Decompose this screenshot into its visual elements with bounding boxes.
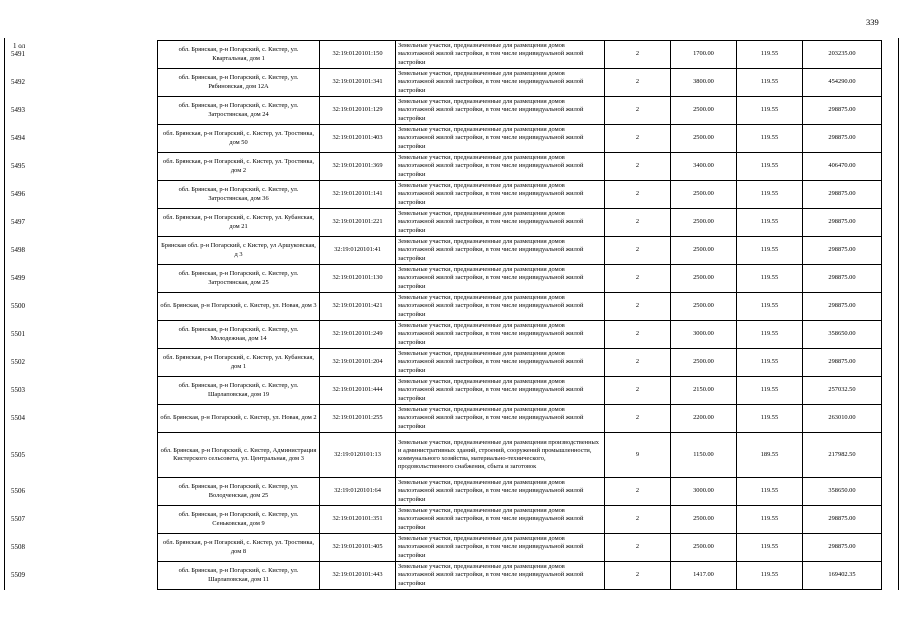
land-use-cell: Земельные участки, предназначенные для размещения домов малоэтажной жилой застройки, в том числе индивидуальной жилой застройки (396, 321, 605, 349)
area-cell: 2500.00 (671, 349, 737, 377)
use-group-cell: 2 (605, 41, 671, 69)
table-row (158, 237, 882, 265)
address-cell: обл. Брянская, р-н Погарский, с. Кистер, ул. Рябиновская, дом 12А (158, 69, 320, 97)
row-number: 5509 (11, 571, 25, 579)
row-number: 5505 (11, 450, 25, 459)
row-number: 5500 (11, 302, 25, 310)
area-cell: 3400.00 (671, 153, 737, 181)
use-group-cell: 2 (605, 377, 671, 405)
cadastral-value-cell: 298875.00 (803, 237, 882, 265)
unit-price-cell: 119.55 (737, 562, 803, 590)
area-cell: 2500.00 (671, 293, 737, 321)
area-cell: 2500.00 (671, 125, 737, 153)
land-use-cell: Земельные участки, предназначенные для размещения домов малоэтажной жилой застройки, в том числе индивидуальной жилой застройки (396, 293, 605, 321)
cadastral-value-cell: 298875.00 (803, 349, 882, 377)
table-row (158, 125, 882, 153)
land-use-cell: Земельные участки, предназначенные для размещения домов малоэтажной жилой застройки, в том числе индивидуальной жилой застройки (396, 209, 605, 237)
cadastral-value-cell: 298875.00 (803, 97, 882, 125)
use-group-cell: 2 (605, 321, 671, 349)
page-number: 339 (866, 17, 879, 27)
land-use-cell: Земельные участки, предназначенные для размещения домов малоэтажной жилой застройки, в том числе индивидуальной жилой застройки (396, 97, 605, 125)
margin-mark: 1 ол (13, 42, 26, 50)
table-row (158, 69, 882, 97)
unit-price-cell: 119.55 (737, 293, 803, 321)
land-use-cell: Земельные участки, предназначенные для размещения домов малоэтажной жилой застройки, в том числе индивидуальной жилой застройки (396, 181, 605, 209)
unit-price-cell: 119.55 (737, 265, 803, 293)
table-row (158, 209, 882, 237)
unit-price-cell: 119.55 (737, 321, 803, 349)
row-number: 5499 (11, 274, 25, 282)
cadastral-value-cell: 263010.00 (803, 405, 882, 433)
cadastral-value-cell: 298875.00 (803, 181, 882, 209)
land-use-cell: Земельные участки, предназначенные для размещения домов малоэтажной жилой застройки, в том числе индивидуальной жилой застройки (396, 506, 605, 534)
area-cell: 2150.00 (671, 377, 737, 405)
use-group-cell: 2 (605, 506, 671, 534)
unit-price-cell: 119.55 (737, 534, 803, 562)
table-row (158, 433, 882, 478)
address-cell: обл. Брянская, р-н Погарский, с. Кистер, ул. Володченская, дом 25 (158, 478, 320, 506)
unit-price-cell: 119.55 (737, 41, 803, 69)
use-group-cell: 2 (605, 237, 671, 265)
unit-price-cell: 119.55 (737, 69, 803, 97)
land-use-cell: Земельные участки, предназначенные для размещения производственных и административных зданий, строений, сооружений промышленности, коммунального хозяйства, материально-технического, продовольственного снабжения, сбыта и заготовок (396, 433, 605, 478)
use-group-cell: 2 (605, 405, 671, 433)
row-number: 5491 (11, 50, 25, 58)
cadastral-number-cell: 32:19:0120101:221 (320, 209, 396, 237)
address-cell: обл. Брянская, р-н Погарский, с. Кистер, ул. Затростянская, дом 36 (158, 181, 320, 209)
area-cell: 2200.00 (671, 405, 737, 433)
cadastral-number-cell: 32:19:0120101:421 (320, 293, 396, 321)
cadastral-number-cell: 32:19:0120101:130 (320, 265, 396, 293)
land-use-cell: Земельные участки, предназначенные для размещения домов малоэтажной жилой застройки, в том числе индивидуальной жилой застройки (396, 265, 605, 293)
cadastral-number-cell: 32:19:0120101:13 (320, 433, 396, 478)
address-cell: обл. Брянская, р-н Погарский, с. Кистер, ул. Тростянка, дом 8 (158, 534, 320, 562)
land-use-cell: Земельные участки, предназначенные для размещения домов малоэтажной жилой застройки, в том числе индивидуальной жилой застройки (396, 69, 605, 97)
area-cell: 3000.00 (671, 321, 737, 349)
table-row (158, 562, 882, 590)
cadastral-value-cell: 203235.00 (803, 41, 882, 69)
row-number: 5501 (11, 330, 25, 338)
use-group-cell: 2 (605, 97, 671, 125)
unit-price-cell: 119.55 (737, 209, 803, 237)
cadastral-value-cell: 298875.00 (803, 125, 882, 153)
cadastral-value-cell: 298875.00 (803, 534, 882, 562)
row-number: 5497 (11, 218, 25, 226)
address-cell: обл. Брянская, р-н Погарский, с. Кистер, ул. Тростянка, дом 50 (158, 125, 320, 153)
table-row (158, 41, 882, 69)
row-number: 5495 (11, 162, 25, 170)
cadastral-number-cell: 32:19:0120101:341 (320, 69, 396, 97)
cadastral-value-cell: 406470.00 (803, 153, 882, 181)
address-cell: обл. Брянская, р-н Погарский, с. Кистер, ул. Молодежная, дом 14 (158, 321, 320, 349)
address-cell: обл. Брянская, р-н Погарский, с. Кистер, ул. Затростянская, дом 24 (158, 97, 320, 125)
land-use-cell: Земельные участки, предназначенные для размещения домов малоэтажной жилой застройки, в том числе индивидуальной жилой застройки (396, 41, 605, 69)
use-group-cell: 2 (605, 349, 671, 377)
address-cell: обл. Брянская, р-н Погарский, с. Кистер, ул. Новая, дом 2 (158, 405, 320, 433)
unit-price-cell: 119.55 (737, 405, 803, 433)
use-group-cell: 2 (605, 534, 671, 562)
land-register-table (157, 40, 882, 590)
table-body (158, 41, 882, 590)
address-cell: обл. Брянская, р-н Погарский, с. Кистер, ул. Кубанская, дом 21 (158, 209, 320, 237)
address-cell: обл. Брянская, р-н Погарский, с. Кистер, ул. Новая, дом 3 (158, 293, 320, 321)
cadastral-number-cell: 32:19:0120101:403 (320, 125, 396, 153)
table-row (158, 349, 882, 377)
address-cell: обл. Брянская, р-н Погарский, с. Кистер, ул. Сеньковская, дом 9 (158, 506, 320, 534)
use-group-cell: 2 (605, 125, 671, 153)
table-row (158, 97, 882, 125)
area-cell: 1150.00 (671, 433, 737, 478)
row-number: 5503 (11, 386, 25, 394)
table-row (158, 293, 882, 321)
use-group-cell: 2 (605, 478, 671, 506)
unit-price-cell: 119.55 (737, 349, 803, 377)
land-use-cell: Земельные участки, предназначенные для размещения домов малоэтажной жилой застройки, в том числе индивидуальной жилой застройки (396, 349, 605, 377)
cadastral-number-cell: 32:19:0120101:141 (320, 181, 396, 209)
cadastral-number-cell: 32:19:0120101:41 (320, 237, 396, 265)
unit-price-cell: 189.55 (737, 433, 803, 478)
unit-price-cell: 119.55 (737, 125, 803, 153)
area-cell: 2500.00 (671, 265, 737, 293)
address-cell: обл. Брянская, р-н Погарский, с. Кистер, ул. Квартальная, дом 1 (158, 41, 320, 69)
table-row (158, 321, 882, 349)
cadastral-value-cell: 358650.00 (803, 478, 882, 506)
land-use-cell: Земельные участки, предназначенные для размещения домов малоэтажной жилой застройки, в том числе индивидуальной жилой застройки (396, 534, 605, 562)
use-group-cell: 9 (605, 433, 671, 478)
area-cell: 2500.00 (671, 237, 737, 265)
cadastral-number-cell: 32:19:0120101:249 (320, 321, 396, 349)
cadastral-value-cell: 169402.35 (803, 562, 882, 590)
unit-price-cell: 119.55 (737, 377, 803, 405)
address-cell: обл. Брянская, р-н Погарский, с. Кистер, ул. Шарлаповская, дом 19 (158, 377, 320, 405)
land-use-cell: Земельные участки, предназначенные для размещения домов малоэтажной жилой застройки, в том числе индивидуальной жилой застройки (396, 153, 605, 181)
row-number: 5504 (11, 414, 25, 422)
table-row (158, 506, 882, 534)
use-group-cell: 2 (605, 209, 671, 237)
table-row (158, 181, 882, 209)
use-group-cell: 2 (605, 265, 671, 293)
address-cell: обл. Брянская, р-н Погарский, с. Кистер, ул. Кубанская, дом 1 (158, 349, 320, 377)
cadastral-value-cell: 217982.50 (803, 433, 882, 478)
unit-price-cell: 119.55 (737, 478, 803, 506)
land-use-cell: Земельные участки, предназначенные для размещения домов малоэтажной жилой застройки, в том числе индивидуальной жилой застройки (396, 125, 605, 153)
row-number: 5494 (11, 134, 25, 142)
address-cell: обл. Брянская, р-н Погарский, с. Кистер, ул. Тростянка, дом 2 (158, 153, 320, 181)
area-cell: 3000.00 (671, 478, 737, 506)
row-number: 5506 (11, 487, 25, 495)
area-cell: 2500.00 (671, 181, 737, 209)
unit-price-cell: 119.55 (737, 181, 803, 209)
row-number: 5502 (11, 358, 25, 366)
area-cell: 2500.00 (671, 506, 737, 534)
unit-price-cell: 119.55 (737, 506, 803, 534)
use-group-cell: 2 (605, 562, 671, 590)
area-cell: 3800.00 (671, 69, 737, 97)
use-group-cell: 2 (605, 181, 671, 209)
land-use-cell: Земельные участки, предназначенные для размещения домов малоэтажной жилой застройки, в том числе индивидуальной жилой застройки (396, 562, 605, 590)
area-cell: 1417.00 (671, 562, 737, 590)
table-row (158, 153, 882, 181)
table-row (158, 265, 882, 293)
row-number: 5496 (11, 190, 25, 198)
cadastral-number-cell: 32:19:0120101:443 (320, 562, 396, 590)
cadastral-number-cell: 32:19:0120101:129 (320, 97, 396, 125)
cadastral-value-cell: 257032.50 (803, 377, 882, 405)
row-number: 5492 (11, 78, 25, 86)
address-cell: обл. Брянская, р-н Погарский, с. Кистер, ул. Шарлаповская, дом 11 (158, 562, 320, 590)
address-cell: обл. Брянская, р-н Погарский, с. Кистер, ул. Затростянская, дом 25 (158, 265, 320, 293)
row-number: 5508 (11, 543, 25, 551)
cadastral-value-cell: 454290.00 (803, 69, 882, 97)
row-number: 5498 (11, 246, 25, 254)
cadastral-number-cell: 32:19:0120101:405 (320, 534, 396, 562)
row-number: 5507 (11, 515, 25, 523)
cadastral-value-cell: 298875.00 (803, 506, 882, 534)
land-use-cell: Земельные участки, предназначенные для размещения домов малоэтажной жилой застройки, в том числе индивидуальной жилой застройки (396, 405, 605, 433)
unit-price-cell: 119.55 (737, 237, 803, 265)
table-row (158, 405, 882, 433)
cadastral-value-cell: 298875.00 (803, 293, 882, 321)
cadastral-number-cell: 32:19:0120101:204 (320, 349, 396, 377)
table-row (158, 478, 882, 506)
area-cell: 1700.00 (671, 41, 737, 69)
cadastral-number-cell: 32:19:0120101:369 (320, 153, 396, 181)
address-cell: обл. Брянская, р-н Погарский, с. Кистер, Администрация Кистерского сельсовета, ул. Центральная, дом 3 (158, 433, 320, 478)
cadastral-number-cell: 32:19:0120101:150 (320, 41, 396, 69)
cadastral-number-cell: 32:19:0120101:64 (320, 478, 396, 506)
use-group-cell: 2 (605, 293, 671, 321)
land-use-cell: Земельные участки, предназначенные для размещения домов малоэтажной жилой застройки, в том числе индивидуальной жилой застройки (396, 478, 605, 506)
land-use-cell: Земельные участки, предназначенные для размещения домов малоэтажной жилой застройки, в том числе индивидуальной жилой застройки (396, 377, 605, 405)
unit-price-cell: 119.55 (737, 97, 803, 125)
cadastral-number-cell: 32:19:0120101:255 (320, 405, 396, 433)
use-group-cell: 2 (605, 69, 671, 97)
table-row (158, 534, 882, 562)
cadastral-value-cell: 358650.00 (803, 321, 882, 349)
land-use-cell: Земельные участки, предназначенные для размещения домов малоэтажной жилой застройки, в том числе индивидуальной жилой застройки (396, 237, 605, 265)
area-cell: 2500.00 (671, 534, 737, 562)
table-row (158, 377, 882, 405)
row-number: 5493 (11, 106, 25, 114)
cadastral-number-cell: 32:19:0120101:444 (320, 377, 396, 405)
area-cell: 2500.00 (671, 97, 737, 125)
cadastral-number-cell: 32:19:0120101:351 (320, 506, 396, 534)
address-cell: Брянская обл. р-н Погарский, с Кистер, ул Аршуковская, д 3 (158, 237, 320, 265)
unit-price-cell: 119.55 (737, 153, 803, 181)
cadastral-value-cell: 298875.00 (803, 209, 882, 237)
area-cell: 2500.00 (671, 209, 737, 237)
use-group-cell: 2 (605, 153, 671, 181)
cadastral-value-cell: 298875.00 (803, 265, 882, 293)
